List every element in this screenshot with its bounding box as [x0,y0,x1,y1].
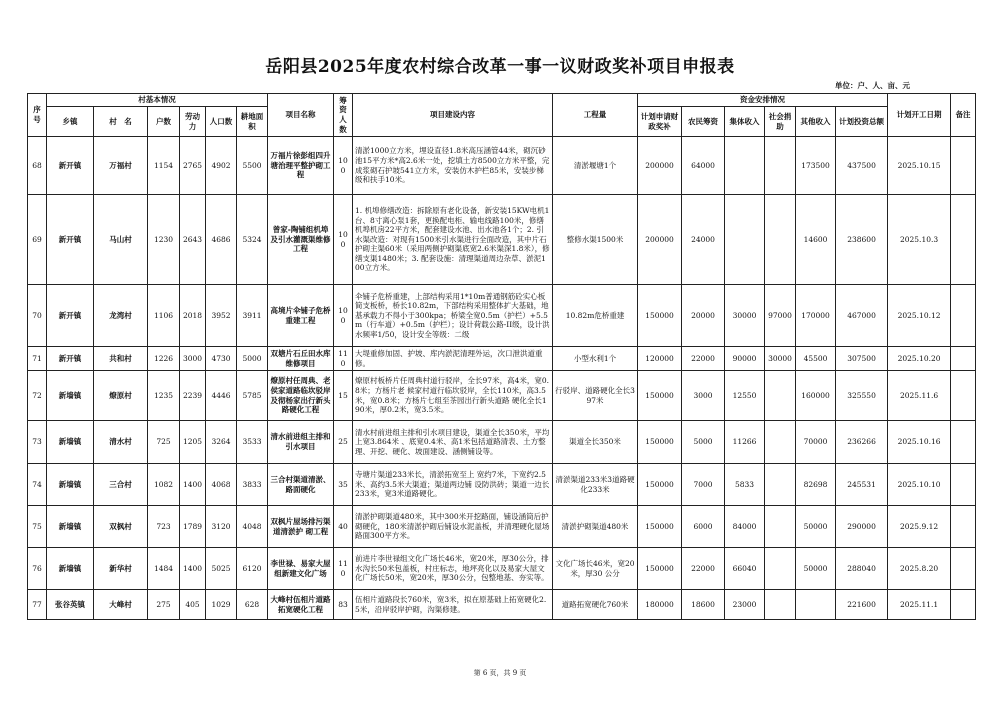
cell-village: 大峰村 [94,590,148,620]
cell-farmer: 18600 [682,590,725,620]
cell-fiscal: 150000 [638,548,682,590]
table-row [28,548,976,590]
col-population: 人口数 [206,107,237,137]
cell-population: 4068 [206,464,237,506]
cell-project-name: 双枫片屋场排污渠道清淤护 砌工程 [268,506,334,548]
cell-households: 725 [148,421,180,464]
cell-fiscal: 120000 [638,347,682,371]
cell-content: 寺塘片渠道233米长，清淤拓宽至上 宽约7米，下宽约2.5米、高约3.5米大渠道；渠道两边铺 设防洪砖；渠道一边长233米，宽3米道路硬化。 [353,464,553,506]
cell-beneficiaries: 100 [334,195,353,285]
cell-population: 3264 [206,421,237,464]
cell-content: 伍相片道路段长760米，宽3米，拟在原基础上拓宽硬化2.5米，沿岸驳岸护砌，沟渠修建。 [353,590,553,620]
cell-beneficiaries: 110 [334,347,353,371]
cell-population: 3120 [206,506,237,548]
cell-collective: 30000 [725,285,765,347]
cell-collective: 11266 [725,421,765,464]
cell-population: 4730 [206,347,237,371]
cell-village: 龙湾村 [94,285,148,347]
cell-seq: 72 [28,371,47,421]
cell-town: 新开镇 [47,347,94,371]
cell-labor: 2239 [180,371,206,421]
cell-farmer: 7000 [682,464,725,506]
cell-collective: 66040 [725,548,765,590]
cell-labor: 405 [180,590,206,620]
cell-town: 新开镇 [47,285,94,347]
cell-collective: 12550 [725,371,765,421]
cell-content: 大堤重修加固、护坡、库内淤泥清理外运，次口泄洪道重修。 [353,347,553,371]
cell-labor: 2643 [180,195,206,285]
cell-start-date: 2025.10.15 [888,137,951,195]
cell-beneficiaries: 25 [334,421,353,464]
cell-beneficiaries: 110 [334,548,353,590]
table-row [28,421,976,464]
cell-fiscal: 180000 [638,590,682,620]
cell-beneficiaries: 100 [334,285,353,347]
col-village-info: 村基本情况 [47,94,268,107]
cell-seq: 74 [28,464,47,506]
col-farmland: 耕地面积 [237,107,268,137]
cell-content: 燎原村板桥片任周典村道行驳岸，全长97米，高4米，宽0.8米；方杨片老 候家村道行临坎驳岸，全长110米，高3.5米，宽0.8米；方杨片七组至茶园出行新头道路 硬化全长190米，厚0.2米，宽3.5米。 [353,371,553,421]
cell-total: 325550 [836,371,888,421]
cell-beneficiaries: 100 [334,137,353,195]
cell-start-date: 2025.8.20 [888,548,951,590]
cell-remark [951,137,976,195]
col-other: 其他收入 [796,107,836,137]
cell-seq: 76 [28,548,47,590]
cell-project-name: 李世禄、易家大屋组新建文化广场 [268,548,334,590]
table-row [28,464,976,506]
cell-beneficiaries: 83 [334,590,353,620]
cell-fiscal: 150000 [638,464,682,506]
cell-labor: 1789 [180,506,206,548]
cell-labor: 1205 [180,421,206,464]
cell-project-name: 曾家-陶铺组机埠及引水灌溉渠维修工程 [268,195,334,285]
cell-town: 新墙镇 [47,548,94,590]
cell-village: 万福村 [94,137,148,195]
cell-collective [725,195,765,285]
cell-total: 290000 [836,506,888,548]
cell-total: 238600 [836,195,888,285]
cell-social [765,421,796,464]
cell-population: 5025 [206,548,237,590]
cell-social [765,506,796,548]
col-content: 项目建设内容 [353,94,553,137]
cell-project-name: 燎原村任周典、老侯家道路临坎驳岸及彻杨家出行新头路硬化工程 [268,371,334,421]
cell-labor: 1400 [180,464,206,506]
col-seq: 序号 [28,94,47,137]
cell-town: 新墙镇 [47,464,94,506]
cell-quantity: 渠道全长350米 [553,421,638,464]
cell-population: 4902 [206,137,237,195]
cell-village: 清水村 [94,421,148,464]
col-households: 户数 [148,107,180,137]
cell-other: 50000 [796,506,836,548]
cell-start-date: 2025.10.12 [888,285,951,347]
cell-farmer: 6000 [682,506,725,548]
cell-town: 新开镇 [47,137,94,195]
cell-fiscal: 150000 [638,371,682,421]
cell-content: 伞铺子危桥重建，上部结构采用1*10m普通钢筋砼实心板简支板桥，桥长10.82m，下部结构采用整体扩大基础，地基承载力不得小于300kpa；桥梁全宽0.5m（护栏）+5.5m（行车道）+0.5m（护栏）；设计荷载公路-II级，设计洪水频率1/50，设计安全等级：二级 [353,285,553,347]
cell-farmer: 24000 [682,195,725,285]
header-row-1 [28,94,976,107]
cell-start-date: 2025.11.6 [888,371,951,421]
cell-fiscal: 200000 [638,137,682,195]
cell-content: 清淤1000立方米，埋设直径1.8米高压涵管44米，砌沉砂池15平方米*高2.6米一处，挖填土方8500立方米平整，完成浆砌石护坡541立方米，安装仿木护栏85米，安装步梯级和扶手10米。 [353,137,553,195]
cell-town: 新墙镇 [47,506,94,548]
cell-village: 马山村 [94,195,148,285]
cell-content: 清水村前进组主排和引水项目建设，渠道全长350米，平均上宽3.864米 、底宽0.4米、高1米包括道路清表、土方整理、开挖、硬化、坡面建设、涵侧铺设等。 [353,421,553,464]
cell-farmer: 20000 [682,285,725,347]
cell-project-name: 万福片徐彭组四升塘治理平整护砌工程 [268,137,334,195]
cell-other: 82698 [796,464,836,506]
cell-farmer: 3000 [682,371,725,421]
cell-farmer: 22000 [682,548,725,590]
table-row [28,347,976,371]
cell-start-date: 2025.10.20 [888,347,951,371]
cell-total: 307500 [836,347,888,371]
col-labor: 劳动力 [180,107,206,137]
cell-remark [951,371,976,421]
cell-other: 70000 [796,421,836,464]
col-remark: 备注 [951,94,976,137]
cell-social: 30000 [765,347,796,371]
cell-labor: 1400 [180,548,206,590]
cell-farmland: 6120 [237,548,268,590]
cell-seq: 71 [28,347,47,371]
cell-town: 张谷英镇 [47,590,94,620]
table-row [28,195,976,285]
cell-village: 燎原村 [94,371,148,421]
col-social: 社会捐助 [765,107,796,137]
cell-beneficiaries: 40 [334,506,353,548]
cell-remark [951,506,976,548]
cell-seq: 73 [28,421,47,464]
cell-town: 新开镇 [47,195,94,285]
cell-quantity: 文化广场长46米，宽20米，厚30 公分 [553,548,638,590]
cell-farmland: 4048 [237,506,268,548]
cell-social [765,195,796,285]
cell-farmland: 3533 [237,421,268,464]
table-row [28,506,976,548]
cell-remark [951,285,976,347]
cell-quantity: 清淤渠道233米3道路硬化233米 [553,464,638,506]
cell-farmland: 5000 [237,347,268,371]
cell-start-date: 2025.10.10 [888,464,951,506]
col-project-name: 项目名称 [268,94,334,137]
cell-remark [951,347,976,371]
cell-quantity: 10.82m危桥重建 [553,285,638,347]
cell-farmland: 3833 [237,464,268,506]
cell-fiscal: 150000 [638,506,682,548]
cell-town: 新墙镇 [47,421,94,464]
col-fiscal: 计划申请财政奖补 [638,107,682,137]
cell-quantity: 行驳岸、道路硬化全长397米 [553,371,638,421]
cell-social [765,548,796,590]
cell-start-date: 2025.10.3 [888,195,951,285]
cell-seq: 70 [28,285,47,347]
project-table [27,93,976,620]
cell-farmland: 5324 [237,195,268,285]
cell-start-date: 2025.10.16 [888,421,951,464]
cell-households: 1106 [148,285,180,347]
cell-content: 前进片李世禄组文化广场长46米，宽20米，厚30公分，排水沟长50米包盖板，村庄标志，地坪亮化以及易家大屋文化广场长50米，宽20米，厚30公分，包整地基、夯实等。 [353,548,553,590]
cell-households: 723 [148,506,180,548]
cell-seq: 77 [28,590,47,620]
col-total: 计划投资总额 [836,107,888,137]
cell-project-name: 高境片伞铺子危桥重建工程 [268,285,334,347]
cell-households: 1484 [148,548,180,590]
cell-other: 160000 [796,371,836,421]
cell-total: 288040 [836,548,888,590]
cell-remark [951,195,976,285]
cell-project-name: 三合村渠道清淤、路面硬化 [268,464,334,506]
cell-social: 97000 [765,285,796,347]
col-start-date: 计划开工日期 [888,94,951,137]
cell-farmer: 64000 [682,137,725,195]
col-farmer: 农民筹资 [682,107,725,137]
cell-farmland: 3911 [237,285,268,347]
cell-social [765,590,796,620]
cell-content: 清淤护砌渠道480米，其中300米开挖路面，铺设涵筒后护砌硬化，180米清淤护砌后铺设水泥盖板，并清理硬化屋场路面300平方米。 [353,506,553,548]
cell-total: 221600 [836,590,888,620]
cell-population: 3952 [206,285,237,347]
cell-beneficiaries: 35 [334,464,353,506]
cell-content: 1. 机埠修缮改造：拆除原有老化设备，新安装15KW电机1台、8寸离心泵1套，更换配电柜、输电线路100米，修缮机埠机房22平方米，配套建设水池、出水池各1个；2. 引水渠改造：对现有1500米引水渠进行全面改造，其中片石护砌主渠60米（采用两侧护砌渠底宽2.6米渠深1.8米），修缮支渠1480米；3. 配套设施：清理渠道周边杂草、淤泥100立方米。 [353,195,553,285]
cell-quantity: 道路拓宽硬化760米 [553,590,638,620]
col-quantity: 工程量 [553,94,638,137]
cell-seq: 75 [28,506,47,548]
cell-other: 170000 [796,285,836,347]
cell-social [765,137,796,195]
cell-households: 1154 [148,137,180,195]
cell-remark [951,590,976,620]
cell-other [796,590,836,620]
cell-beneficiaries: 15 [334,371,353,421]
cell-village: 新华村 [94,548,148,590]
cell-households: 1082 [148,464,180,506]
cell-fiscal: 150000 [638,285,682,347]
cell-farmer: 5000 [682,421,725,464]
cell-fiscal: 200000 [638,195,682,285]
cell-social [765,371,796,421]
cell-village: 共和村 [94,347,148,371]
cell-quantity: 整修水渠1500米 [553,195,638,285]
cell-collective [725,137,765,195]
cell-remark [951,421,976,464]
cell-fiscal: 150000 [638,421,682,464]
cell-project-name: 双塘片石丘田水库维修项目 [268,347,334,371]
cell-remark [951,464,976,506]
cell-quantity: 清淤堰塘1个 [553,137,638,195]
cell-population: 1029 [206,590,237,620]
page-title: 岳阳县2025年度农村综合改革一事一议财政奖补项目申报表 [265,57,735,77]
table-row [28,137,976,195]
col-town: 乡镇 [47,107,94,137]
cell-other: 173500 [796,137,836,195]
cell-farmer: 22000 [682,347,725,371]
cell-collective: 90000 [725,347,765,371]
page-footer: 第 6 页，共 9 页 [473,669,527,677]
table-row [28,590,976,620]
cell-total: 467000 [836,285,888,347]
cell-total: 437500 [836,137,888,195]
cell-village: 三合村 [94,464,148,506]
cell-social [765,464,796,506]
cell-households: 1230 [148,195,180,285]
cell-town: 新墙镇 [47,371,94,421]
cell-farmland: 5500 [237,137,268,195]
col-beneficiaries: 筹资人数 [334,94,353,137]
cell-labor: 3000 [180,347,206,371]
unit-label: 单位：户、人、亩、元 [835,81,910,90]
cell-seq: 68 [28,137,47,195]
cell-remark [951,548,976,590]
cell-start-date: 2025.11.1 [888,590,951,620]
cell-collective: 84000 [725,506,765,548]
cell-farmland: 5785 [237,371,268,421]
cell-farmland: 628 [237,590,268,620]
cell-other: 45500 [796,347,836,371]
cell-other: 50000 [796,548,836,590]
col-village: 村 名 [94,107,148,137]
cell-project-name: 清水前进组主排和引水项目 [268,421,334,464]
cell-labor: 2765 [180,137,206,195]
cell-households: 1226 [148,347,180,371]
cell-project-name: 大峰村伍相片道路拓宽硬化工程 [268,590,334,620]
cell-start-date: 2025.9.12 [888,506,951,548]
cell-households: 1235 [148,371,180,421]
cell-village: 双枫村 [94,506,148,548]
cell-collective: 23000 [725,590,765,620]
table-row [28,285,976,347]
cell-households: 275 [148,590,180,620]
cell-seq: 69 [28,195,47,285]
cell-total: 236266 [836,421,888,464]
table-row [28,371,976,421]
cell-collective: 5833 [725,464,765,506]
col-funds: 资金安排情况 [638,94,888,107]
cell-quantity: 小型水利1个 [553,347,638,371]
cell-quantity: 清淤护砌渠道480米 [553,506,638,548]
cell-population: 4446 [206,371,237,421]
col-collective: 集体收入 [725,107,765,137]
cell-total: 245531 [836,464,888,506]
cell-population: 4686 [206,195,237,285]
cell-labor: 2018 [180,285,206,347]
cell-other: 14600 [796,195,836,285]
